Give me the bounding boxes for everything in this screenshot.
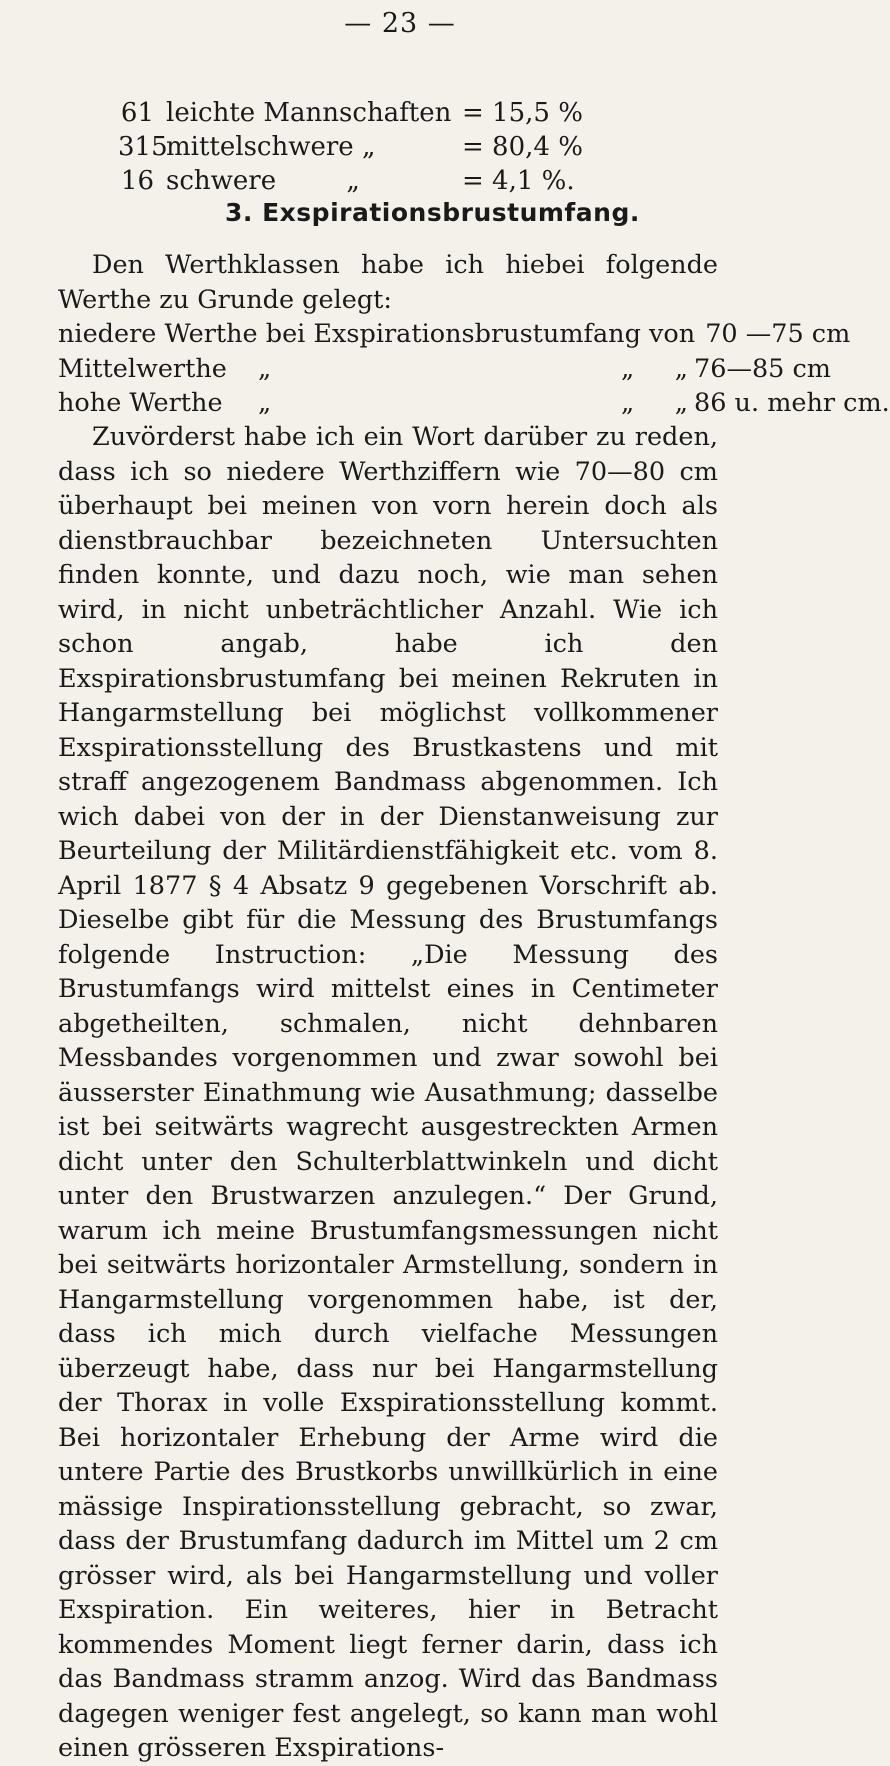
threshold-range: 86 u. mehr cm. <box>694 388 890 418</box>
stats-value: = 80,4 % <box>462 132 583 162</box>
thresholds-list <box>58 317 890 421</box>
intro-paragraph: Den Werthklassen habe ich hiebei folgende Werthe zu Grunde gelegt: <box>58 250 718 315</box>
ditto-mark: „ „ <box>621 388 688 418</box>
ditto-mark: „ „ <box>621 353 688 384</box>
threshold-label: hohe Werthe <box>58 388 223 418</box>
stats-row <box>118 96 602 130</box>
threshold-range: 76—85 cm <box>694 353 831 384</box>
stats-count: 16 <box>120 166 154 196</box>
threshold-label: niedere Werthe bei Exspirationsbrustumfang von <box>58 319 696 349</box>
stats-value: = 4,1 %. <box>462 166 575 196</box>
stats-row <box>118 130 602 164</box>
stats-row <box>118 164 602 198</box>
threshold-range: 70 —75 cm <box>705 319 851 349</box>
section-heading: 3. Exspirationsbrustumfang. <box>225 198 640 227</box>
stats-label: leichte Mannschaften <box>166 98 452 128</box>
threshold-row <box>58 352 890 387</box>
stats-label: mittelschwere „ <box>166 132 376 162</box>
stats-count: 61 <box>120 98 154 128</box>
body-paragraph: Zuvörderst habe ich ein Wort darüber zu reden, dass ich so niedere Werthziffern wie 70—80 cm überhaupt bei meinen von vorn herein doch als dienstbrauchbar bezeichneten Untersuchten finden konnte, und dazu noch, wie man sehen wird, in nicht unbeträchtlicher Anzahl. Wie ich schon angab, habe ich den Exspirationsbrustumfang bei meinen Rekruten in Hangarmstellung bei möglichst vollkommener Exspirationsstellung des Brustkastens und mit straff angezogenem Bandmass abgenommen. Ich wich dabei von der in der Dienstanweisung zur Beurteilung der Militärdienstfähigkeit etc. vom 8. April 1877 § 4 Absatz 9 gegebenen Vorschrift ab. Dieselbe gibt für die Messung des Brustumfangs folgende Instruction: „Die Messung des Brustumfangs wird mittelst eines in Centimeter abgetheilten, schmalen, nicht dehnbaren Messbandes vorgenommen und zwar sowohl bei äusserster Einathmung wie Ausathmung; dasselbe ist bei seitwärts wagrecht ausgestreckten Armen dicht unter den Schulterblattwinkeln und dicht unter den Brustwarzen anzulegen.“ Der Grund, warum ich meine Brustumfangsmessungen nicht bei seitwärts horizontaler Armstellung, sondern in Hangarmstellung vorgenommen habe, ist der, dass ich mich durch vielfache Messungen überzeugt habe, dass nur bei Hangarmstellung der Thorax in volle Exspirationsstellung kommt. Bei horizontaler Erhebung der Arme wird die untere Partie des Brustkorbs unwillkürlich in eine mässige Inspirationsstellung gebracht, so zwar, dass der Brustumfang dadurch im Mittel um 2 cm grösser wird, als bei Hangarmstellung und voller Exspiration. Ein weiteres, hier in Betracht kommendes Moment liegt ferner darin, dass ich das Bandmass stramm anzog. Wird das Bandmass dagegen weniger fest angelegt, so kann man wohl einen grösseren Exspirations- <box>58 422 718 1763</box>
threshold-label: Mittelwerthe <box>58 353 227 384</box>
stats-count: 315 <box>118 132 168 162</box>
ditto-mark: „ <box>346 166 360 196</box>
stats-table <box>118 96 602 198</box>
page-number: — 23 — <box>344 8 456 39</box>
ditto-mark: „ <box>258 388 272 418</box>
threshold-row <box>58 317 890 352</box>
ditto-mark: „ <box>361 132 376 162</box>
threshold-row <box>58 386 890 421</box>
stats-value: = 15,5 % <box>462 98 583 128</box>
ditto-mark: „ <box>258 353 272 384</box>
stats-label: schwere „ <box>166 166 360 196</box>
